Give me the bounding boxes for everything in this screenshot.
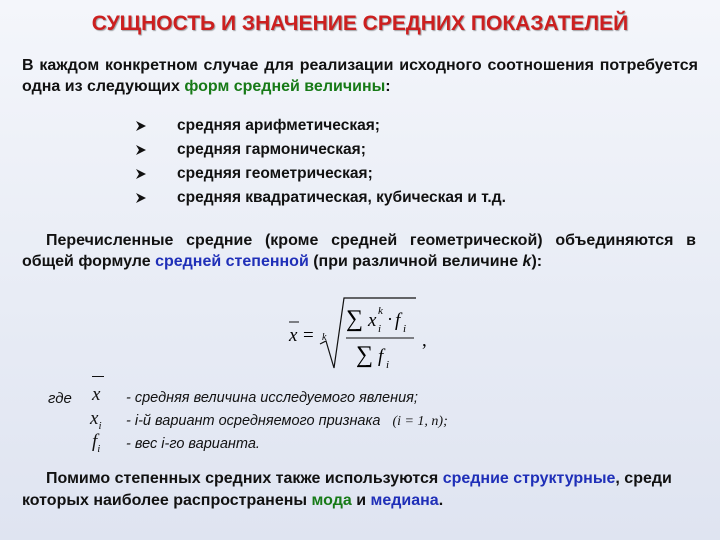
para2-text-3: ): bbox=[531, 253, 543, 270]
numerator-dot: · bbox=[387, 309, 393, 329]
denominator-weight: f bbox=[378, 346, 384, 367]
list-item bbox=[135, 138, 506, 162]
formula-trailing: , bbox=[422, 330, 427, 351]
intro-text-2: : bbox=[385, 78, 391, 95]
list-item-label: средняя арифметическая; bbox=[177, 117, 380, 134]
legend-symbol-letter: x bbox=[90, 408, 99, 429]
legend-description: - вес i-го варианта. bbox=[126, 436, 260, 452]
arrowhead-bullet-icon bbox=[135, 120, 147, 132]
legend-symbol bbox=[92, 384, 100, 406]
power-mean-formula bbox=[282, 296, 442, 370]
legend-description-text: - i-й вариант осредняемого признака bbox=[126, 413, 381, 429]
arrowhead-bullet-icon bbox=[135, 168, 147, 180]
numerator-weight: f bbox=[395, 310, 401, 331]
symbol-overline bbox=[92, 376, 104, 377]
para2-k-symbol: k bbox=[522, 253, 532, 270]
numerator-sum: ∑ bbox=[346, 306, 364, 332]
para3-highlight-1: средние структурные bbox=[442, 470, 616, 487]
page-title: СУЩНОСТЬ И ЗНАЧЕНИЕ СРЕДНИХ ПОКАЗАТЕЛЕЙ bbox=[91, 12, 629, 35]
list-item-label: средняя квадратическая, кубическая и т.д. bbox=[177, 189, 506, 206]
legend-description bbox=[126, 413, 448, 430]
legend-range: (i = 1, n); bbox=[392, 414, 448, 429]
list-item bbox=[135, 186, 506, 210]
numerator-var: x bbox=[368, 310, 377, 331]
legend-description: - средняя величина исследуемого явления; bbox=[126, 390, 418, 406]
para3-text-4: . bbox=[438, 492, 444, 509]
para2-highlight: средней степенной bbox=[155, 253, 309, 270]
structural-means-paragraph bbox=[22, 468, 702, 512]
para3-highlight-2: мода bbox=[311, 492, 352, 509]
list-item bbox=[135, 114, 506, 138]
para3-highlight-3: медиана bbox=[370, 492, 439, 509]
formula-equals: = bbox=[303, 325, 314, 346]
arrowhead-bullet-icon bbox=[135, 144, 147, 156]
legend-symbol bbox=[90, 408, 102, 432]
para2-text-1: Перечисленные средние (кроме средней геометрической) объединяются в общей формуле bbox=[22, 232, 696, 270]
denominator-weight-sub: i bbox=[386, 359, 390, 370]
legend-symbol-sub: i bbox=[98, 419, 102, 432]
power-mean-paragraph bbox=[22, 230, 696, 272]
intro-highlight: форм средней величины bbox=[184, 78, 386, 95]
legend-symbol bbox=[92, 431, 100, 455]
legend-symbol-sub: i bbox=[97, 442, 101, 455]
intro-paragraph bbox=[22, 55, 698, 97]
formula-lhs: x bbox=[289, 325, 298, 346]
legend-symbol-letter: f bbox=[92, 431, 98, 452]
legend-symbol-letter: x bbox=[92, 384, 101, 405]
para3-text-3: и bbox=[351, 492, 371, 509]
intro-text-1: В каждом конкретном случае для реализации исходного соотношения потребуется одна из следующих bbox=[22, 57, 698, 95]
arrowhead-bullet-icon bbox=[135, 192, 147, 204]
para3-text-2: , среди которых наиболее распространены bbox=[22, 470, 672, 509]
list-item-label: средняя гармоническая; bbox=[177, 141, 366, 158]
denominator-sum: ∑ bbox=[356, 342, 374, 368]
numerator-weight-sub: i bbox=[403, 323, 407, 335]
formula-root-index: k bbox=[322, 332, 327, 343]
numerator-sub: i bbox=[378, 323, 382, 335]
para3-text-1: Помимо степенных средних также используются bbox=[46, 470, 443, 487]
para2-text-2: (при различной величине bbox=[308, 253, 523, 270]
mean-forms-list bbox=[135, 114, 506, 210]
numerator-sup: k bbox=[378, 305, 383, 317]
where-label: где bbox=[48, 390, 72, 407]
list-item-label: средняя геометрическая; bbox=[177, 165, 373, 182]
list-item bbox=[135, 162, 506, 186]
